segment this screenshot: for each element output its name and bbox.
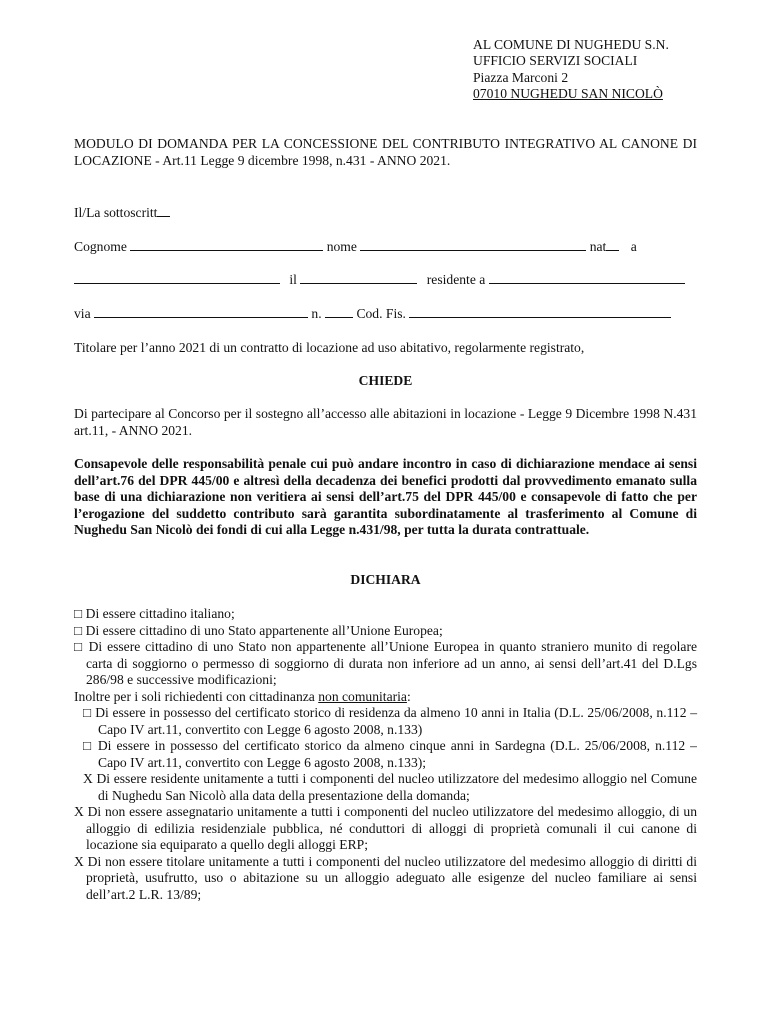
address-line-3: Piazza Marconi 2 [473,69,569,85]
colon-text: : [406,688,411,704]
item-text: Di essere cittadino di uno Stato non appartenente all’Unione Europea in quanto straniero munito di regolare carta di soggiorno o permesso di soggiorno di durata non inferiore ad un anno, ai sensi dell’art.41 del D.Lgs 286/98 e successive modificazioni; [86,639,698,687]
item-text: Di essere cittadino italiano; [85,606,235,621]
residence-field[interactable] [489,272,685,284]
a-label: a [630,239,637,254]
non-comunitaria-text: non comunitaria [318,688,407,704]
form-line-via [74,306,697,323]
address-line-4: 07010 NUGHEDU SAN NICOLÒ [473,85,663,101]
sottoscritto-line [74,205,697,222]
list-item [74,738,697,771]
via-label: via [74,306,91,321]
item-text: Di essere in possesso del certificato storico di residenza da almeno 10 anni in Italia (D.L. 25/06/2008, n.112 – Capo IV art.11, convertito con Legge 6 agosto 2008, n.133) [95,705,697,737]
item-text: Di non essere assegnatario unitamente a tutti i componenti del nucleo utilizzatore del medesimo alloggio, di un alloggio di edilizia residenziale pubblica, né conduttori di alloggi di proprietà comunali il cui canone di locazione sia equiparato a quello degli alloggi ERP; [86,804,697,852]
list-item [74,771,697,804]
item-text: Di essere cittadino di uno Stato appartenente all’Unione Europea; [85,622,443,638]
birthdate-field[interactable] [300,272,417,284]
checkbox-icon[interactable]: □ [74,606,83,621]
document-title: MODULO DI DOMANDA PER LA CONCESSIONE DEL CONTRIBUTO INTEGRATIVO AL CANONE DI LOCAZIONE - Art.11 Legge 9 dicembre 1998, n.431 - ANNO 2021. [74,136,697,168]
sottoscritto-label: Il/La sottoscritt [74,205,158,220]
checkbox-icon[interactable]: □ [74,622,83,638]
list-subheading [74,689,697,706]
nat-label: nat [589,239,607,254]
nome-label: nome [326,239,357,254]
checked-mark-icon[interactable]: X [83,771,93,786]
form-line-birth [74,272,697,289]
codfis-field[interactable] [409,306,671,318]
birthplace-field[interactable] [74,272,280,284]
partecipare-paragraph: Di partecipare al Concorso per il sostegno all’accesso alle abitazioni in locazione - Legge 9 Dicembre 1998 N.431 art.11, - ANNO 2021. [74,406,697,438]
nat-gender-blank[interactable] [606,239,619,251]
item-text: Di essere residente unitamente a tutti i componenti del nucleo utilizzatore del medesimo alloggio nel Comune di Nughedu San Nicolò alla data della presentazione della domanda; [96,771,697,803]
via-field[interactable] [94,306,308,318]
list-item [74,623,697,640]
codfis-label: Cod. Fis. [356,306,406,321]
form-line-cognome [74,239,697,256]
cognome-label: Cognome [74,239,127,254]
list-item [74,804,697,854]
checkbox-icon[interactable]: □ [83,705,92,720]
n-label: n. [311,306,322,321]
address-line-1: AL COMUNE DI NUGHEDU S.N. [473,37,669,52]
recipient-address [473,37,753,102]
list-item [74,606,697,623]
inoltre-text: Inoltre per i soli richiedenti con cittadinanza [74,688,315,704]
list-item [74,705,697,738]
nome-field[interactable] [360,239,586,251]
checkbox-icon[interactable]: □ [74,639,84,654]
item-text: Di essere in possesso del certificato storico da almeno cinque anni in Sardegna (D.L. 25/06/2008, n.112 – Capo IV art.11, convertito con Legge 6 agosto 2008, n.133); [97,738,697,770]
consapevole-paragraph: Consapevole delle responsabilità penale cui può andare incontro in caso di dichiarazione mendace ai sensi dell’art.76 del DPR 445/00 e altresì della decadenza dei benefici prodotti dal provvedimento emanato sulla base di una dichiarazione non veritiera ai sensi dell’art.75 del DPR 445/00 e consapevole di fatto che per l’erogazione del suddetto contributo sarà garantita subordinatamente al trasferimento al Comune di Nughedu San Nicolò dei fondi di cui alla Legge n.431/98, per tutta la durata contrattuale. [74,456,697,538]
il-label: il [289,272,297,287]
list-item [74,854,697,904]
residente-label: residente a [426,272,486,287]
item-text: Di non essere titolare unitamente a tutti i componenti del nucleo utilizzatore del medesimo alloggio di diritti di proprietà, usufrutto, uso o abitazione su un alloggio adeguato alle esigenze del nucleo familiare ai sensi dell’art.2 L.R. 13/89; [86,853,697,902]
checked-mark-icon[interactable]: X [74,853,84,869]
cognome-field[interactable] [130,239,323,251]
address-line-2: UFFICIO SERVIZI SOCIALI [473,53,638,69]
dichiara-heading: DICHIARA [350,572,421,587]
declaration-list [74,606,697,903]
chiede-heading: CHIEDE [358,373,413,388]
civic-number-field[interactable] [325,306,353,318]
checked-mark-icon[interactable]: X [74,804,84,819]
checkbox-icon[interactable]: □ [83,738,93,753]
list-item [74,639,697,689]
sottoscritto-gender-blank[interactable] [157,205,170,217]
titolare-text: Titolare per l’anno 2021 di un contratto di locazione ad uso abitativo, regolarmente registrato, [74,340,585,355]
